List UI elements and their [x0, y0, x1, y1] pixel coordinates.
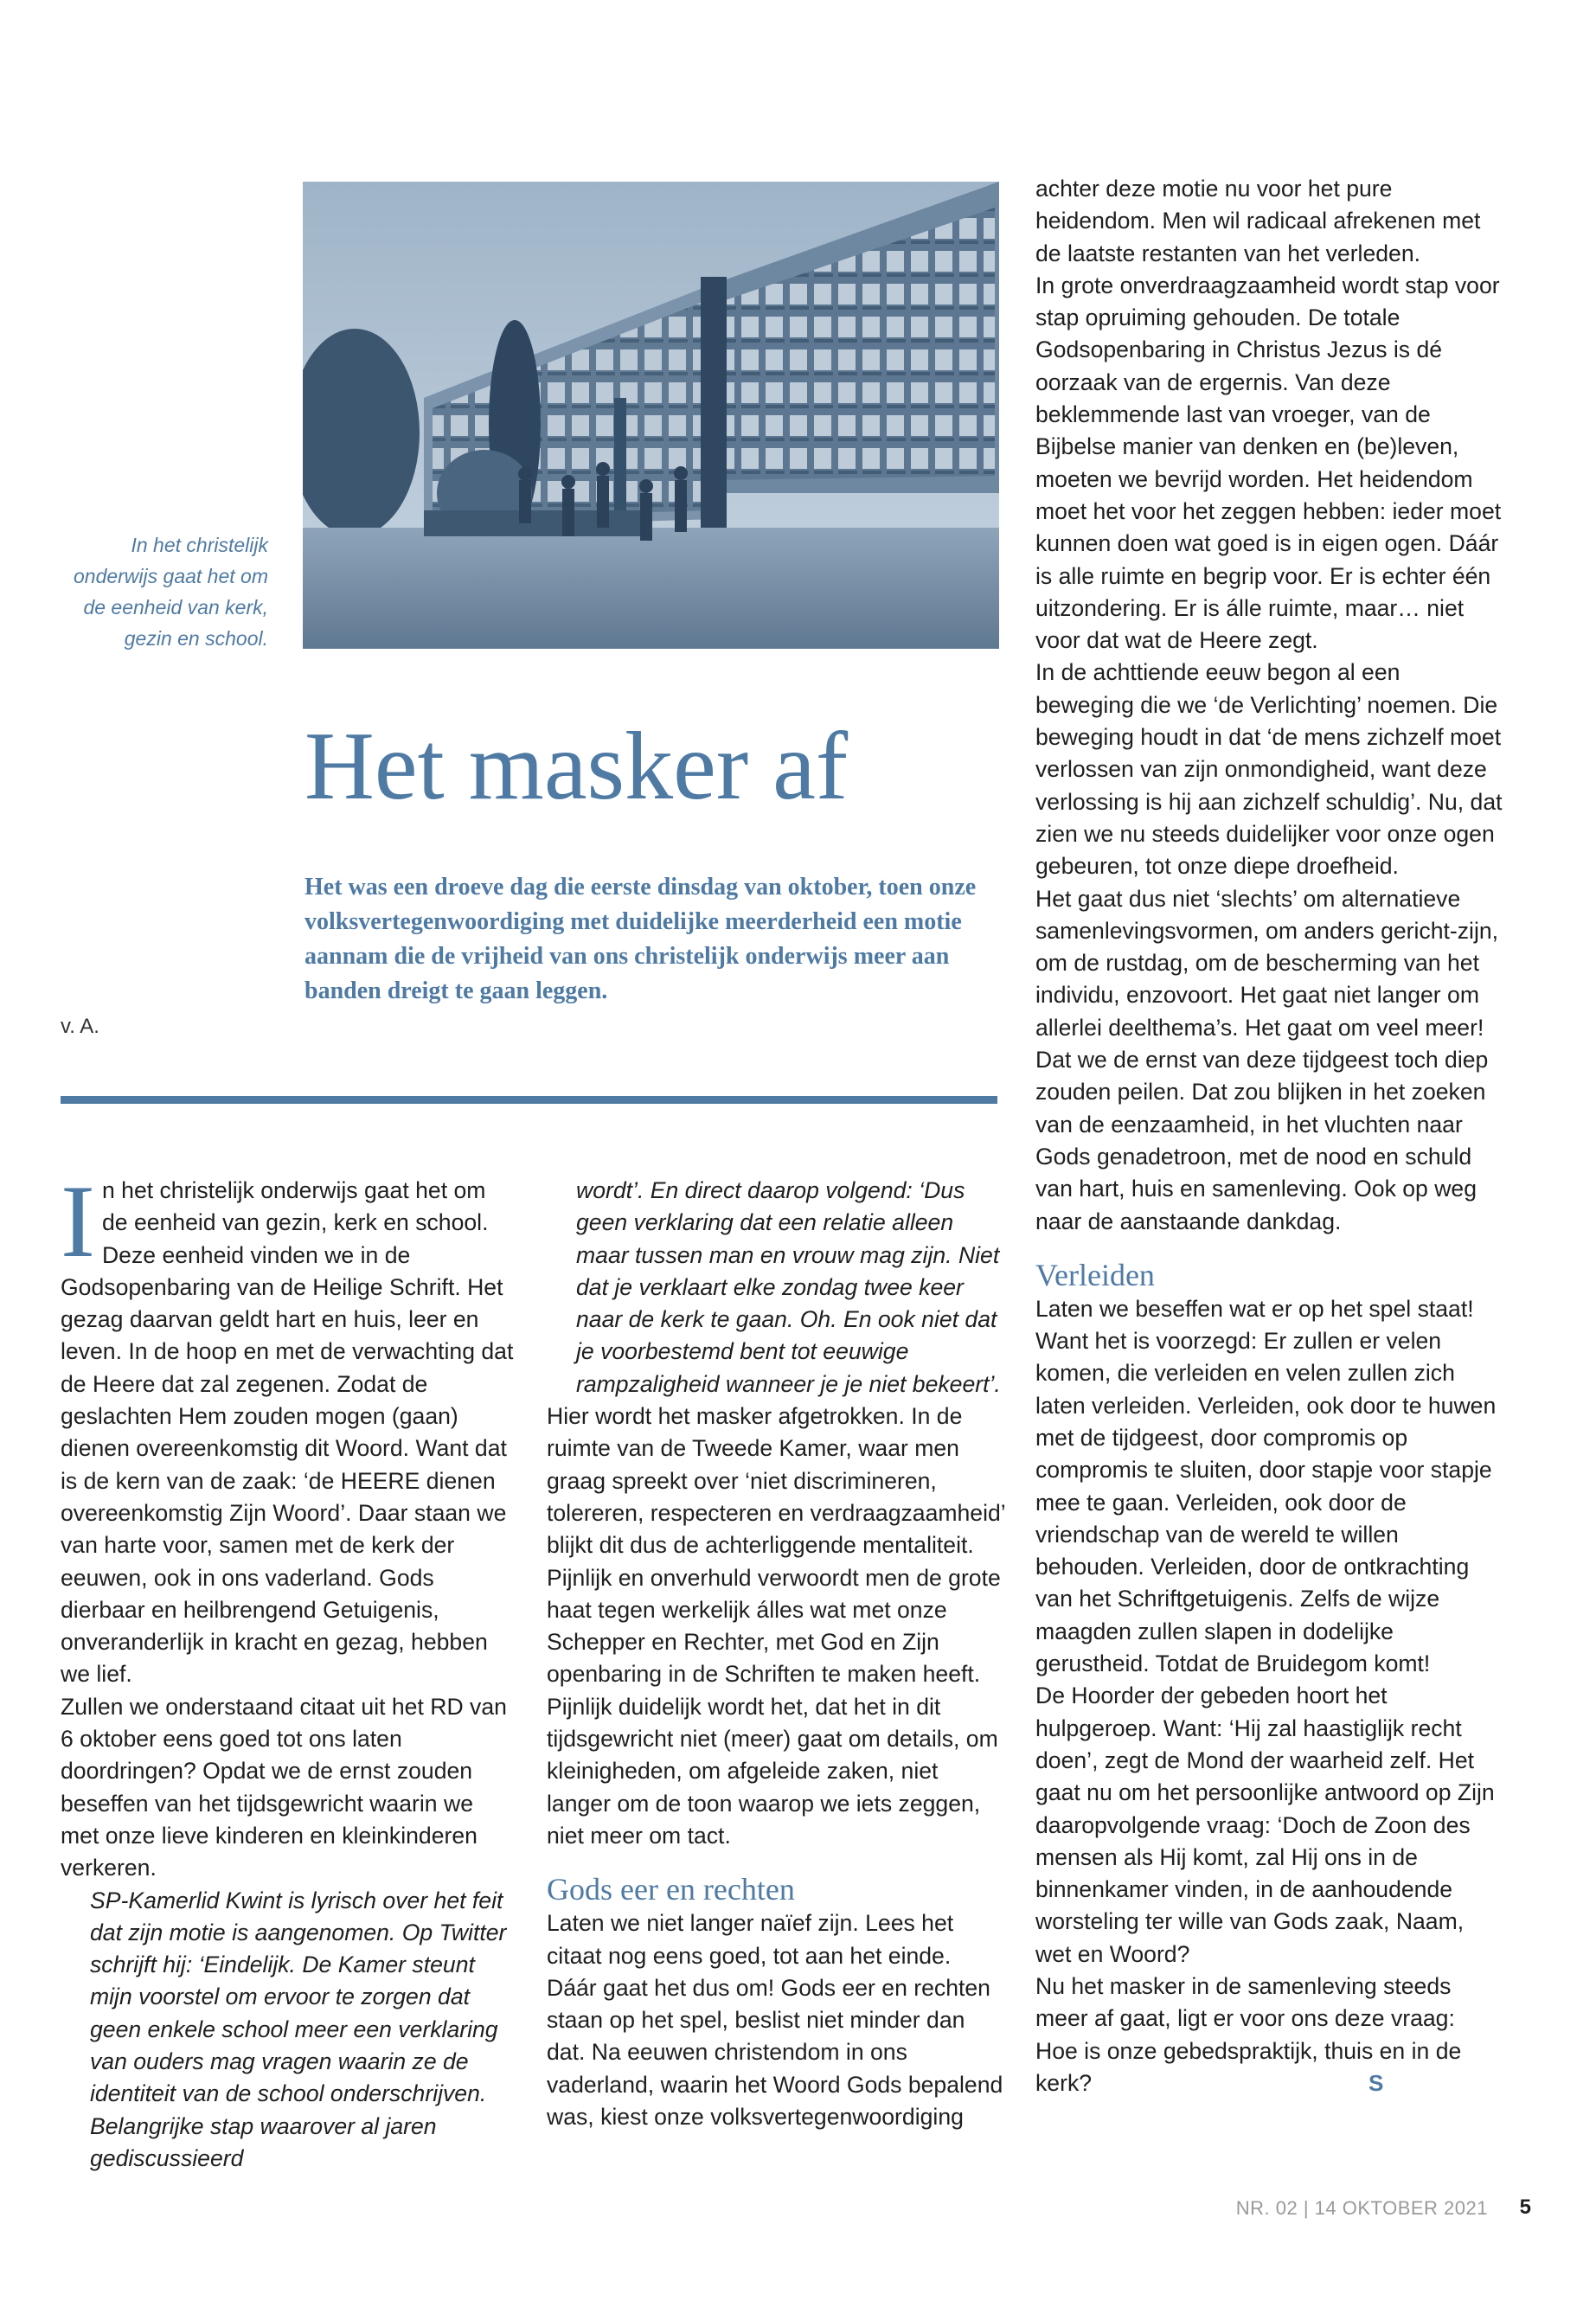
school-photo	[303, 182, 999, 649]
paragraph: Dat we de ernst van deze tijdgeest toch diep zouden peilen. Dat zou blijken in het zoeken van de eenzaamheid, in het vluchten naar Gods genadetroon, met de nood en schuld van hart, huis en samenleving. Ook op weg naar de aanstaande dankdag.	[1035, 1047, 1489, 1234]
paragraph: In grote onverdraagzaamheid wordt stap voor stap opruiming gehouden. De totale Godsopenbaring in Christus Jezus is dé oorzaak van de ergernis. Van deze beklemmende last van vroeger, van de Bijbelse manier van denken en (be)leven, moeten we bevrijd worden. Het heidendom moet het voor het zeggen hebben: ieder moet kunnen doen wat goed is in eigen ogen. Dáár is alle ruimte en begrip voor. Er is echter één uitzondering. Er is álle ruimte, maar… niet voor dat wat de Heere zegt.	[1035, 272, 1502, 654]
issue-info: NR. 02 | 14 OKTOBER 2021	[1235, 2197, 1488, 2219]
column-3	[1035, 173, 1503, 2099]
end-mark-icon: S	[1368, 2069, 1384, 2096]
column-2	[547, 1175, 1005, 2133]
author: v. A.	[61, 1015, 99, 1038]
paragraph: achter deze motie nu voor het pure heidendom. Men wil radicaal afrekenen met de laatste restanten van het verleden.	[1035, 176, 1481, 266]
article-title: Het masker af	[304, 713, 849, 820]
subheading: Verleiden	[1035, 1257, 1155, 1292]
paragraph	[61, 1163, 517, 1691]
paragraph: De Hoorder der gebeden hoort het hulpgeroep. Want: ‘Hij zal haastiglijk recht doen’, zegt de Mond der waarheid zelf. Het gaat nu om het persoonlijke antwoord op Zijn daaropvolgende vraag: ‘Doch de Zoon des mensen als Hij komt, zal Hij ons in de binnenkamer vinden, in de aanhoudende worsteling ter wille van Gods zaak, Naam, wet en Woord?	[1035, 1682, 1495, 1967]
quote: wordt’. En direct daarop volgend: ‘Dus geen verklaring dat een relatie alleen maar tussen man en vrouw mag zijn. Niet dat je verklaart elke zondag twee keer naar de kerk te gaan. Oh. En ook niet dat je voorbestemd bent tot eeuwige rampzaligheid wanneer je je niet bekeert’.	[576, 1177, 1001, 1397]
page-number: 5	[1519, 2195, 1531, 2219]
quote: SP-Kamerlid Kwint is lyrisch over het feit dat zijn motie is aangenomen. Op Twitter schrijft hij: ‘Eindelijk. De Kamer steunt mijn voorstel om ervoor te zorgen dat geen enkele school meer een verklaring van ouders mag vragen waarin ze de identiteit van de school onderschrijven. Belangrijke stap waarover al jaren gediscussieerd	[90, 1887, 507, 2171]
subheading: Gods eer en rechten	[547, 1872, 795, 1907]
photo-caption	[52, 529, 268, 654]
caption-line: onderwijs gaat het om	[73, 565, 268, 587]
paragraph-text: n het christelijk onderwijs gaat het om de eenheid van gezin, kerk en school. Deze eenheid vinden we in de Godsopenbaring van de Heilige Schrift. Het gezag daarvan geldt hart en huis, leer en leven. In de hoop en met de verwachting dat de Heere dat zal zegenen. Zodat de geslachten Hem zouden mogen (gaan) dienen overeenkomstig dit Woord. Want dat is de kern van de zaak: ‘de HEERE dienen overeenkomstig Zijn Woord’. Daar staan we van harte voor, samen met de kerk der eeuwen, ook in ons vaderland. Gods dierbaar en heilbrengend Getuigenis, onveranderlijk in kracht en gezag, hebben we lief.	[61, 1177, 514, 1688]
drop-cap: I	[61, 1163, 95, 1279]
paragraph: Laten we niet langer naïef zijn. Lees het citaat nog eens goed, tot aan het einde. Dáár gaat het dus om! Gods eer en rechten staan op het spel, beslist niet minder dan dat. Na eeuwen christendom in ons vaderland, waarin het Woord Gods bepalend was, kiest onze volksvertegenwoordiging	[547, 1910, 1003, 2131]
caption-line: In het christelijk	[131, 534, 268, 556]
paragraph: Hier wordt het masker afgetrokken. In de ruimte van de Tweede Kamer, waar men graag spreekt over ‘niet discrimineren, tolereren, respecteren en verdraagzaamheid’ blijkt dit dus de achterliggende mentaliteit. Pijnlijk en onverhuld verwoordt men de grote haat tegen werkelijk álles wat met onze Schepper en Rechter, met God en Zijn openbaring in de Schriften te maken heeft. Pijnlijk duidelijk wordt het, dat het in dit tijdsgewricht niet (meer) gaat om details, om kleinigheden, om afgeleide zaken, niet langer om de toon waarop we iets zeggen, niet meer om tact.	[547, 1403, 1005, 1849]
article-lead: Het was een droeve dag die eerste dinsdag van oktober, toen onze volksvertegenwoordiging met duidelijke meerderheid een motie aannam die de vrijheid van ons christelijk onderwijs meer aan banden dreigt te gaan leggen.	[304, 874, 977, 1004]
paragraph: Het gaat dus niet ‘slechts’ om alternatieve samenlevingsvormen, om anders gericht-zijn, om de rustdag, om de bescherming van het individu, enzovoort. Het gaat niet langer om allerlei deelthema’s. Het gaat om veel meer!	[1035, 885, 1499, 1041]
paragraph: In de achttiende eeuw begon al een beweging die we ‘de Verlichting’ noemen. Die beweging houdt in dat ‘de mens zichzelf moet verlossen van zijn onmondigheid, want deze verlossing is hij aan zichzelf schuldig’. Nu, dat zien we nu steeds duidelijker voor onze ogen gebeuren, tot onze diepe droefheid.	[1035, 659, 1503, 880]
paragraph: Laten we beseffen wat er op het spel staat! Want het is voorzegd: Er zullen er velen komen, die verleiden en velen zullen zich laten verleiden. Verleiden, ook door te huwen met de tijdgeest, door compromis op compromis te sluiten, door stapje voor stapje mee te gaan. Verleiden, ook door de vriendschap van de wereld te willen behouden. Verleiden, door de ontkrachting van het Schriftgetuigenis. Zelfs de wijze maagden zullen slapen in dodelijke gerustheid. Totdat de Bruidegom komt!	[1035, 1295, 1497, 1677]
column-1	[61, 1163, 517, 2175]
section-divider	[61, 1096, 997, 1104]
paragraph	[1035, 1971, 1503, 2099]
caption-line: gezin en school.	[124, 627, 268, 650]
paragraph-text: Nu het masker in de samenleving steeds meer af gaat, ligt er voor ons deze vraag: Hoe is onze gebedspraktijk, thuis en in de kerk?	[1035, 1973, 1462, 2096]
paragraph: Zullen we onderstaand citaat uit het RD van 6 oktober eens goed tot ons laten doordringen? Opdat we de ernst zouden beseffen van het tijdsgewricht waarin we met onze lieve kinderen en kleinkinderen verkeren.	[61, 1693, 507, 1881]
caption-line: de eenheid van kerk,	[83, 596, 268, 619]
